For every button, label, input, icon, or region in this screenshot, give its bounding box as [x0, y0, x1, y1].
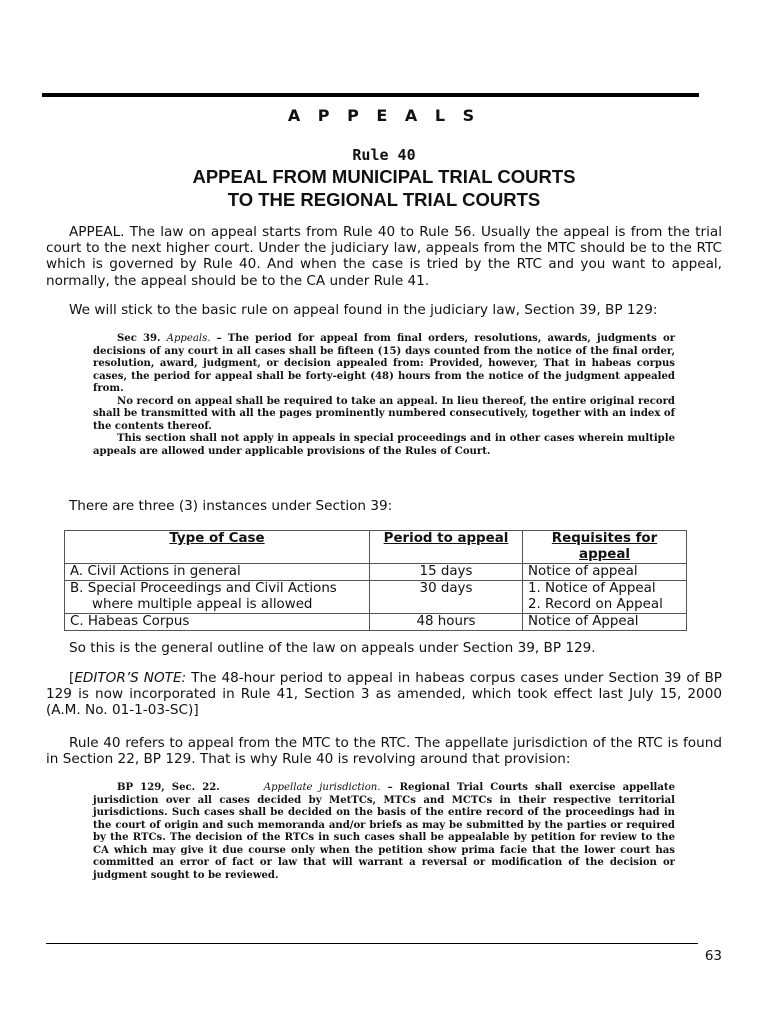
quote-section-39	[93, 333, 675, 458]
quote-section-39-p3: This section shall not apply in appeals in special proceedings and in other cases wherein multiple appeals are allowed under applicable provisions of the Rules of Court.	[93, 433, 675, 457]
paragraph-outline: So this is the general outline of the law on appeals under Section 39, BP 129.	[69, 640, 596, 656]
quote-section-39-p1	[93, 333, 675, 396]
rule-number: Rule 40	[352, 146, 416, 164]
quote-body: – The period for appeal from final orders, resolutions, awards, judgments or decisions of any court in all cases shall be fifteen (15) days counted from the notice of the final order, resolution, award, judgment, or decision appealed from: Provided, however, That in habeas corpus cases, the period for appeal shall be forty-eight (48) hours from the notice of the judgment appealed from.	[93, 333, 676, 394]
page-number: 63	[704, 948, 722, 964]
table-cell-period: 30 days	[370, 581, 523, 598]
quote-section-22	[93, 782, 675, 882]
quote-section-22-p1	[93, 782, 675, 882]
table-header-row	[65, 531, 687, 564]
table-row	[65, 614, 687, 631]
table-cell-requisites: 2. Record on Appeal	[523, 597, 687, 614]
quote-heading: Appeals.	[166, 333, 211, 344]
paragraph-rule-40: Rule 40 refers to appeal from the MTC to the RTC. The appellate jurisdiction of the RTC is found in Section 22, BP 129. That is why Rule 40 is revolving around that provision:	[46, 735, 722, 768]
table-row	[65, 581, 687, 598]
top-rule	[42, 93, 699, 97]
quote-lead: BP 129, Sec. 22.	[117, 782, 220, 793]
paragraph-editors-note: [EDITOR’S NOTE: The 48-hour period to appeal in habeas corpus cases under Section 39 of BP 129 is now incorporated in Rule 41, Section 3 as amended, which took effect last July 15, 2000 (A.M. No. 01-1-03-SC)]	[46, 670, 722, 719]
appeal-instances-table	[64, 530, 687, 631]
table-header-cell: Type of Case	[65, 531, 370, 564]
table-cell-type: where multiple appeal is allowed	[65, 597, 370, 614]
quote-body: – Regional Trial Courts shall exercise appellate jurisdiction over all cases decided by MetTCs, MTCs and MCTCs in their respective territorial jurisdictions. Such cases shall be decided on the basis of the entire record of the proceedings had in the court of origin and such memoranda and/or briefs as may be submitted by the parties or required by the RTCs. The decision of the RTCs in such cases shall be appealable by petition for review to the CA which may give it due course only when the petition show prima facie that the lower court has committed an error of fact or law that will warrant a reversal or modification of the decision or judgment sought to be reviewed.	[93, 782, 675, 881]
table-cell-period: 15 days	[370, 564, 523, 581]
quote-lead: Sec 39.	[117, 333, 161, 344]
table-cell-type: A. Civil Actions in general	[65, 564, 370, 581]
section-heading: A P P E A L S	[287, 106, 481, 125]
table-row-continuation	[65, 597, 687, 614]
paragraph-three-instances: There are three (3) instances under Section 39:	[69, 498, 393, 514]
page-title-line1: APPEAL FROM MUNICIPAL TRIAL COURTS	[192, 166, 576, 187]
table-header-cell: Requisites for appeal	[523, 531, 687, 564]
paragraph-appeal-intro: APPEAL. The law on appeal starts from Rule 40 to Rule 56. Usually the appeal is from the trial court to the next higher court. Under the judiciary law, appeals from the MTC should be to the RTC which is governed by Rule 40. And when the case is tried by the RTC and you want to appeal, normally, the appeal should be to the CA under Rule 41.	[46, 224, 722, 289]
quote-heading: Appellate jurisdiction.	[263, 782, 381, 793]
table-header-cell: Period to appeal	[370, 531, 523, 564]
table-cell-type: C. Habeas Corpus	[65, 614, 370, 631]
paragraph-basic-rule: We will stick to the basic rule on appeal found in the judiciary law, Section 39, BP 129:	[69, 302, 658, 318]
page-title-line2: TO THE REGIONAL TRIAL COURTS	[227, 189, 541, 210]
table-cell-period	[370, 597, 523, 614]
table-cell-type: B. Special Proceedings and Civil Actions	[65, 581, 370, 598]
table-cell-period: 48 hours	[370, 614, 523, 631]
table-cell-requisites: 1. Notice of Appeal	[523, 581, 687, 598]
footer-rule	[46, 943, 698, 944]
table-cell-requisites: Notice of appeal	[523, 564, 687, 581]
quote-section-39-p2: No record on appeal shall be required to take an appeal. In lieu thereof, the entire original record shall be transmitted with all the pages prominently numbered consecutively, together with an index of the contents thereof.	[93, 395, 675, 432]
table-row	[65, 564, 687, 581]
editors-note-label: EDITOR’S NOTE:	[74, 670, 187, 686]
table-cell-requisites: Notice of Appeal	[523, 614, 687, 631]
